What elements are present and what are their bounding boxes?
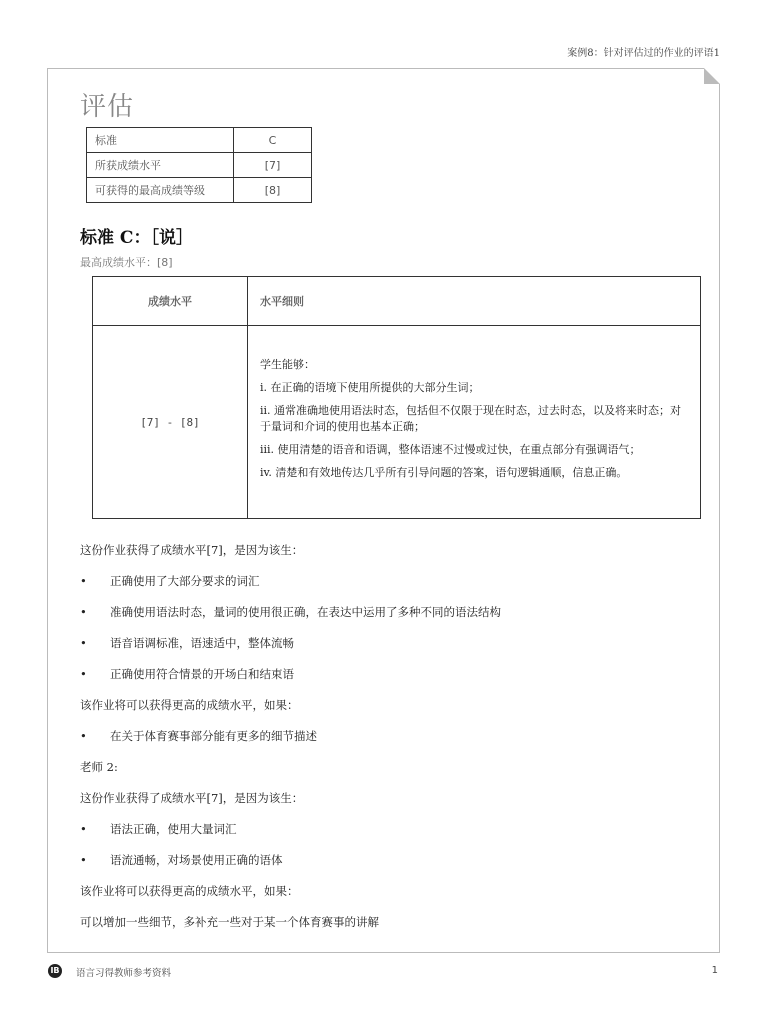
list-item: [80, 664, 680, 695]
table-row: [87, 153, 312, 178]
bullet-icon: •: [80, 822, 87, 836]
list-item-text: 正确使用了大部分要求的词汇: [110, 574, 260, 588]
paragraph: 该作业将可以获得更高的成绩水平，如果：: [80, 698, 299, 712]
ib-logo-icon: IB: [48, 964, 62, 978]
bullet-icon: •: [80, 574, 87, 588]
list-item: [80, 633, 680, 664]
rubric-table: [92, 276, 701, 519]
bullet-icon: •: [80, 605, 87, 619]
paragraph: 这份作业获得了成绩水平[7]，是因为该生：: [80, 791, 304, 805]
bullet-icon: •: [80, 729, 87, 743]
table-header-row: [93, 277, 701, 326]
column-header-descriptor: 水平细则: [248, 277, 701, 326]
bullet-icon: •: [80, 667, 87, 681]
list-item-text: 语音语调标准，语速适中，整体流畅: [110, 636, 294, 650]
summary-value: C: [234, 128, 312, 153]
criterion-title: 标准 C：［说］: [80, 228, 193, 248]
summary-label: 标准: [87, 128, 234, 153]
running-head: 案例8：针对评估过的作业的评语1: [567, 48, 720, 59]
descriptor-item: i. 在正确的语境下使用所提供的大部分生词；: [260, 380, 480, 394]
summary-value: [7]: [234, 153, 312, 178]
summary-label: 所获成绩水平: [87, 153, 234, 178]
descriptor-item: iii. 使用清楚的语音和语调，整体语速不过慢或过快，在重点部分有强调语气；: [260, 442, 641, 456]
footer-text: 语言习得教师参考资料: [76, 968, 172, 979]
table-row: [93, 326, 701, 519]
max-level-text: 最高成绩水平：[8]: [80, 256, 173, 269]
paragraph: 老师 2:: [80, 760, 118, 774]
descriptor-item: iv. 清楚和有效地传达几乎所有引导问题的答案，语句逻辑通顺，信息正确。: [260, 465, 628, 479]
table-row: [87, 178, 312, 203]
column-header-level: 成绩水平: [93, 277, 248, 326]
summary-value: [8]: [234, 178, 312, 203]
descriptor-item: 学生能够：: [260, 357, 315, 371]
level-range: [7] - [8]: [93, 326, 248, 519]
paragraph: 可以增加一些细节，多补充一些对于某一个体育赛事的讲解: [80, 915, 379, 929]
comments-section: [80, 540, 680, 943]
paragraph: 该作业将可以获得更高的成绩水平，如果：: [80, 884, 299, 898]
list-item-text: 语法正确，使用大量词汇: [110, 822, 237, 836]
list-item: [80, 850, 680, 881]
list-item-text: 在关于体育赛事部分能有更多的细节描述: [110, 729, 317, 743]
descriptor-item: ii. 通常准确地使用语法时态，包括但不仅限于现在时态，过去时态，以及将来时态；对于量词和介词的使用也基本正确；: [260, 403, 682, 433]
page-number: 1: [711, 965, 718, 976]
list-item-text: 正确使用符合情景的开场白和结束语: [110, 667, 294, 681]
summary-table: [86, 127, 312, 203]
list-item: [80, 726, 680, 757]
list-item-text: 语流通畅，对场景使用正确的语体: [110, 853, 283, 867]
bullet-icon: •: [80, 853, 87, 867]
page-title: 评估: [80, 92, 135, 122]
descriptor-cell: [248, 326, 701, 519]
list-item: [80, 819, 680, 850]
page-corner-fold: [704, 68, 720, 84]
table-row: [87, 128, 312, 153]
list-item-text: 准确使用语法时态，量词的使用很正确，在表达中运用了多种不同的语法结构: [110, 605, 501, 619]
list-item: [80, 571, 680, 602]
list-item: [80, 602, 680, 633]
summary-label: 可获得的最高成绩等级: [87, 178, 234, 203]
bullet-icon: •: [80, 636, 87, 650]
paragraph: 这份作业获得了成绩水平[7]，是因为该生：: [80, 543, 304, 557]
